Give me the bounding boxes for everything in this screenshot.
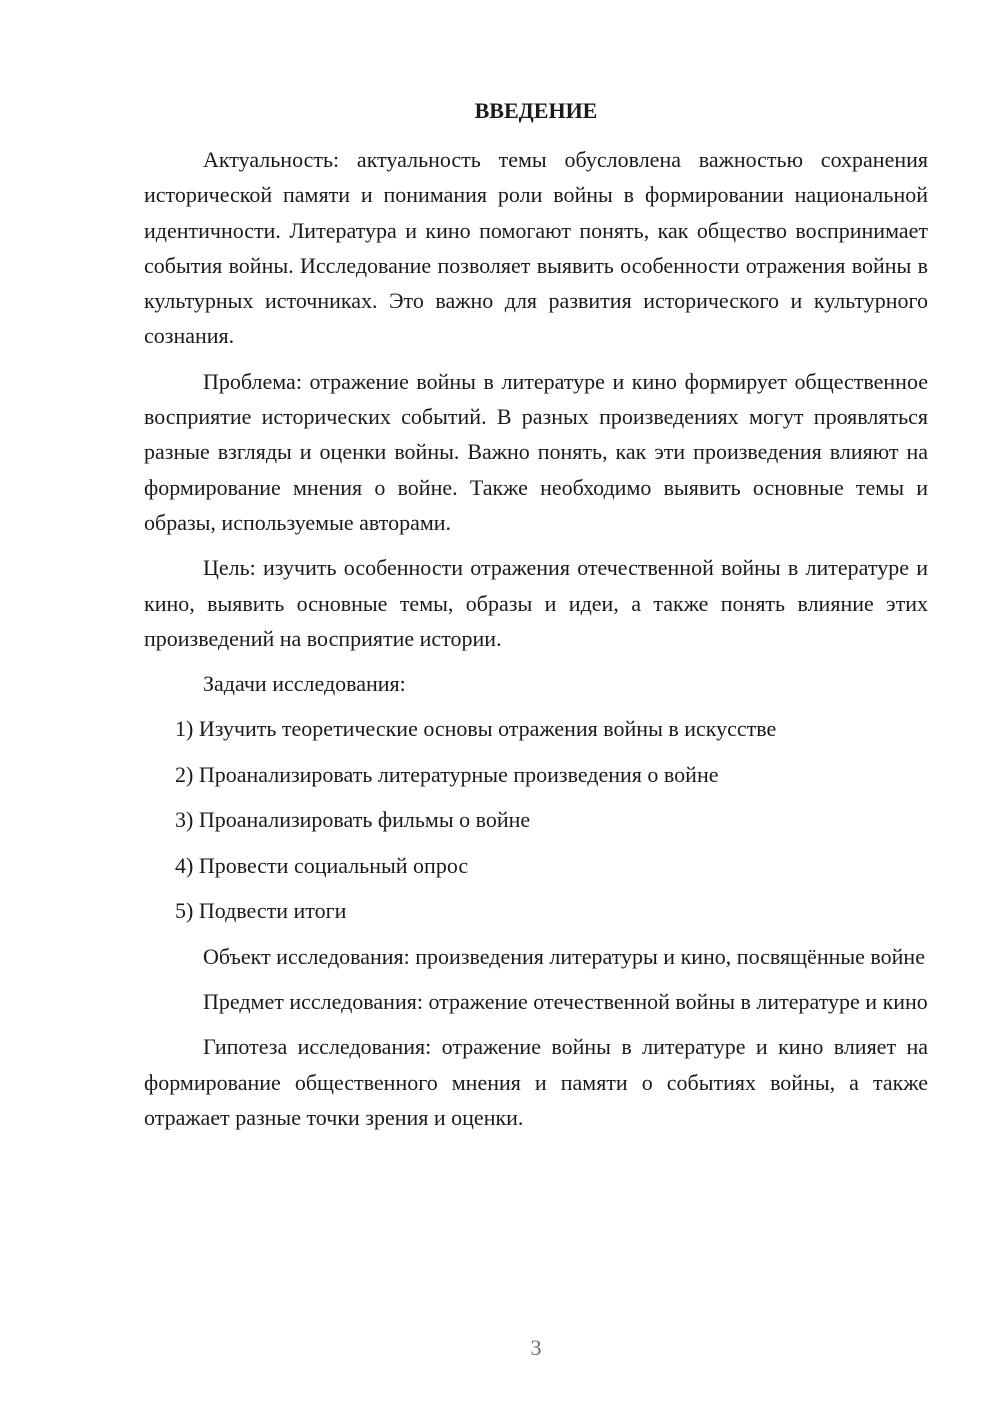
problem-paragraph: Проблема: отражение войны в литературе и кино формирует общественное восприятие исторических событий. В разных произведениях могут проявляться разные взгляды и оценки войны. Важно понять, как эти произведения влияют на формирование мнения о войне. Также необходимо выявить основные темы и образы, используемые авторами. [144,368,928,535]
section-heading: ВВЕДЕНИЕ [474,98,598,123]
tasks-list [144,711,928,928]
research-hypothesis-paragraph: Гипотеза исследования: отражение войны в литературе и кино влияет на формирование общественного мнения и памяти о событиях войны, а также отражает разные точки зрения и оценки. [144,1034,928,1131]
task-item: 5) Подвести итоги [175,898,347,924]
task-item: 1) Изучить теоретические основы отражения войны в искусстве [175,716,777,742]
document-body [144,142,928,1145]
research-object-paragraph: Объект исследования: произведения литературы и кино, посвящённые войне [203,943,925,969]
relevance-paragraph: Актуальность: актуальность темы обусловлена важностью сохранения исторической памяти и понимания роли войны в формировании национальной идентичности. Литература и кино помогают понять, как общество воспринимает события войны. Исследование позволяет выявить особенности отражения войны в культурных источниках. Это важно для развития исторического и культурного сознания. [144,147,928,349]
goal-paragraph: Цель: изучить особенности отражения отечественной войны в литературе и кино, выявить основные темы, образы и идеи, а также понять влияние этих произведений на восприятие истории. [144,555,928,651]
tasks-heading: Задачи исследования: [203,671,406,697]
research-subject-paragraph: Предмет исследования: отражение отечественной войны в литературе и кино [203,989,928,1015]
page-number: 3 [530,1335,542,1360]
task-item: 4) Провести социальный опрос [175,852,469,878]
task-item: 3) Проанализировать фильмы о войне [175,807,531,833]
task-item: 2) Проанализировать литературные произведения о войне [175,761,719,787]
